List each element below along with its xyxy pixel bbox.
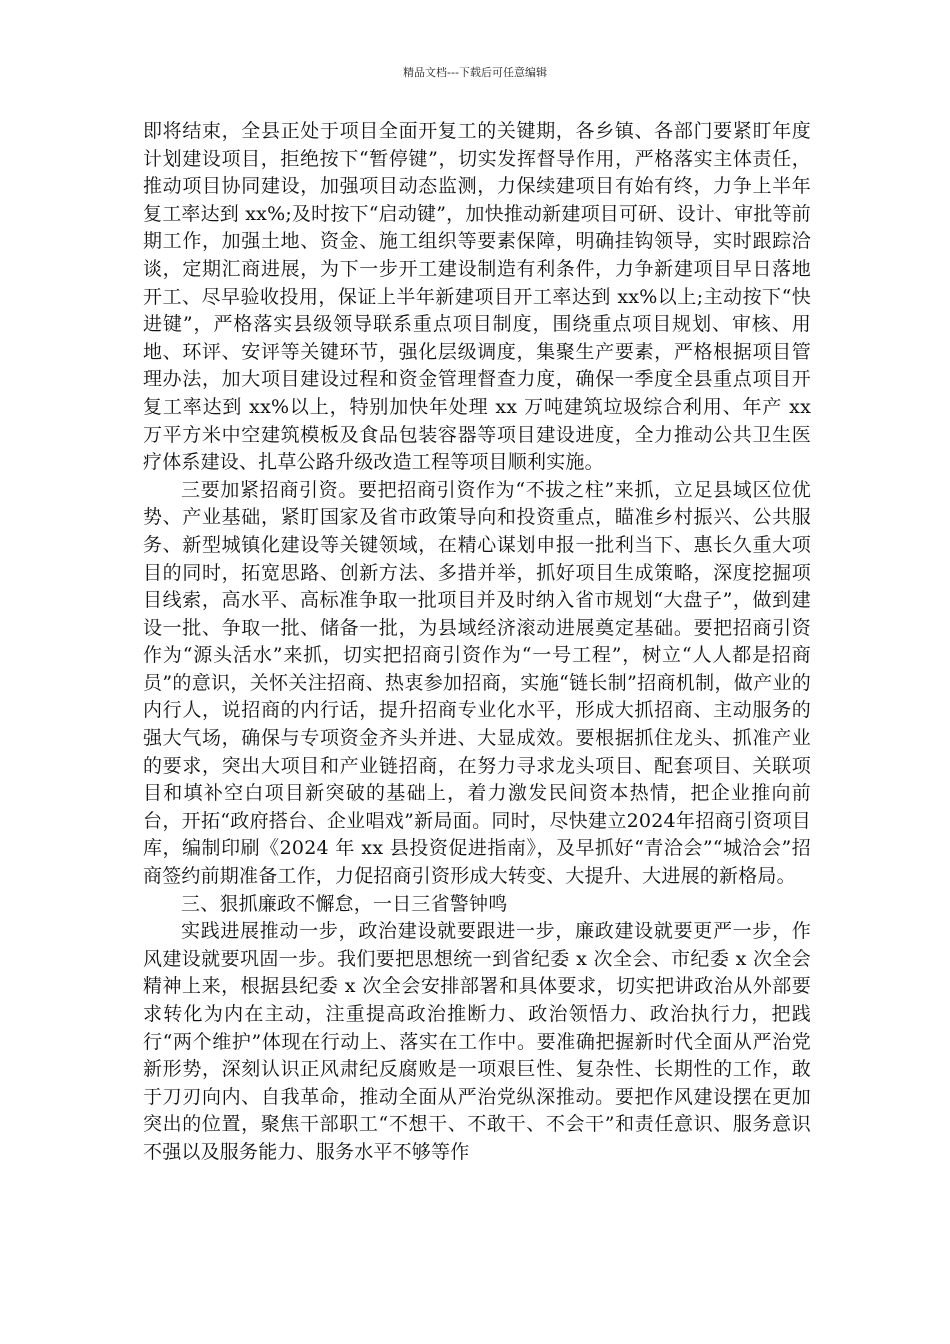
page-header: 精品文档---下载后可任意编辑 xyxy=(403,66,547,79)
body-paragraph: 三要加紧招商引资。要把招商引资作为“不拔之柱”来抓，立足县域区位优势、产业基础，紧盯国家及省市政策导向和投资重点，瞄准乡村振兴、公共服务、新型城镇化建设等关键领域，在精心谋划申报一批利当下、惠长久重大项目的同时，拓宽思路、创新方法、多措并举，抓好项目生成策略，深度挖掘项目线索，高水平、高标准争取一批项目并及时纳入省市规划“大盘子”，做到建设一批、争取一批、储备一批，为县域经济滚动进展奠定基础。要把招商引资作为“源头活水”来抓，切实把招商引资作为“一号工程”，树立“人人都是招商员”的意识，关怀关注招商、热衷参加招商，实施“链长制”招商机制，做产业的内行人，说招商的内行话，提升招商专业化水平，形成大抓招商、主动服务的强大气场，确保与专项资金齐头并进、大显成效。要根据抓住龙头、抓准产业的要求，突出大项目和产业链招商，在努力寻求龙头项目、配套项目、关联项目和填补空白项目新突破的基础上，着力激发民间资本热情，把企业推向前台，开拓“政府搭台、企业唱戏”新局面。同时，尽快建立2024年招商引资项目库，编制印刷《2024 年 xx 县投资促进指南》，及早抓好“青洽会”“城洽会”招商签约前期准备工作，力促招商引资形成大转变、大提升、大进展的新格局。 xyxy=(143,478,811,888)
body-paragraph: 即将结束，全县正处于项目全面开复工的关键期，各乡镇、各部门要紧盯年度计划建设项目，拒绝按下“暂停键”，切实发挥督导作用，严格落实主体责任，推动项目协同建设，加强项目动态监测，力保续建项目有始有终，力争上半年复工率达到 xx%;及时按下“启动键”，加快推动新建项目可研、设计、审批等前期工作，加强土地、资金、施工组织等要素保障，明确挂钩领导，实时跟踪洽谈，定期汇商进展，为下一步开工建设制造有利条件，力争新建项目早日落地开工、尽早验收投用，保证上半年新建项目开工率达到 xx%以上;主动按下“快进键”，严格落实县级领导联系重点项目制度，围绕重点项目规划、审核、用地、环评、安评等关键环节，强化层级调度，集聚生产要素，严格根据项目管理办法，加大项目建设过程和资金管理督查力度，确保一季度全县重点项目开复工率达到 xx%以上，特别加快年处理 xx 万吨建筑垃圾综合利用、年产 xx 万平方米中空建筑模板及食品包装容器等项目建设进度，全力推动公共卫生医疗体系建设、扎草公路升级改造工程等项目顺利实施。 xyxy=(143,120,811,474)
document-body xyxy=(143,118,811,1167)
body-paragraph: 实践进展推动一步，政治建设就要跟进一步，廉政建设就要更严一步，作风建设就要巩固一步。我们要把思想统一到省纪委 x 次全会、市纪委 x 次全会精神上来，根据县纪委 x 次全会安排部署和具体要求，切实把讲政治从外部要求转化为内在主动，注重提高政治推断力、政治领悟力、政治执行力，把践行“两个维护”体现在行动上、落实在工作中。要准确把握新时代全面从严治党新形势，深刻认识正风肃纪反腐败是一项艰巨性、复杂性、长期性的工作，敢于刀刃向内、自我革命，推动全面从严治党纵深推动。要把作风建设摆在更加突出的位置，聚焦干部职工“不想干、不敢干、不会干”和责任意识、服务意识不强以及服务能力、服务水平不够等作 xyxy=(143,920,811,1163)
section-heading: 三、狠抓廉政不懈怠，一日三省警钟鸣 xyxy=(181,892,508,915)
